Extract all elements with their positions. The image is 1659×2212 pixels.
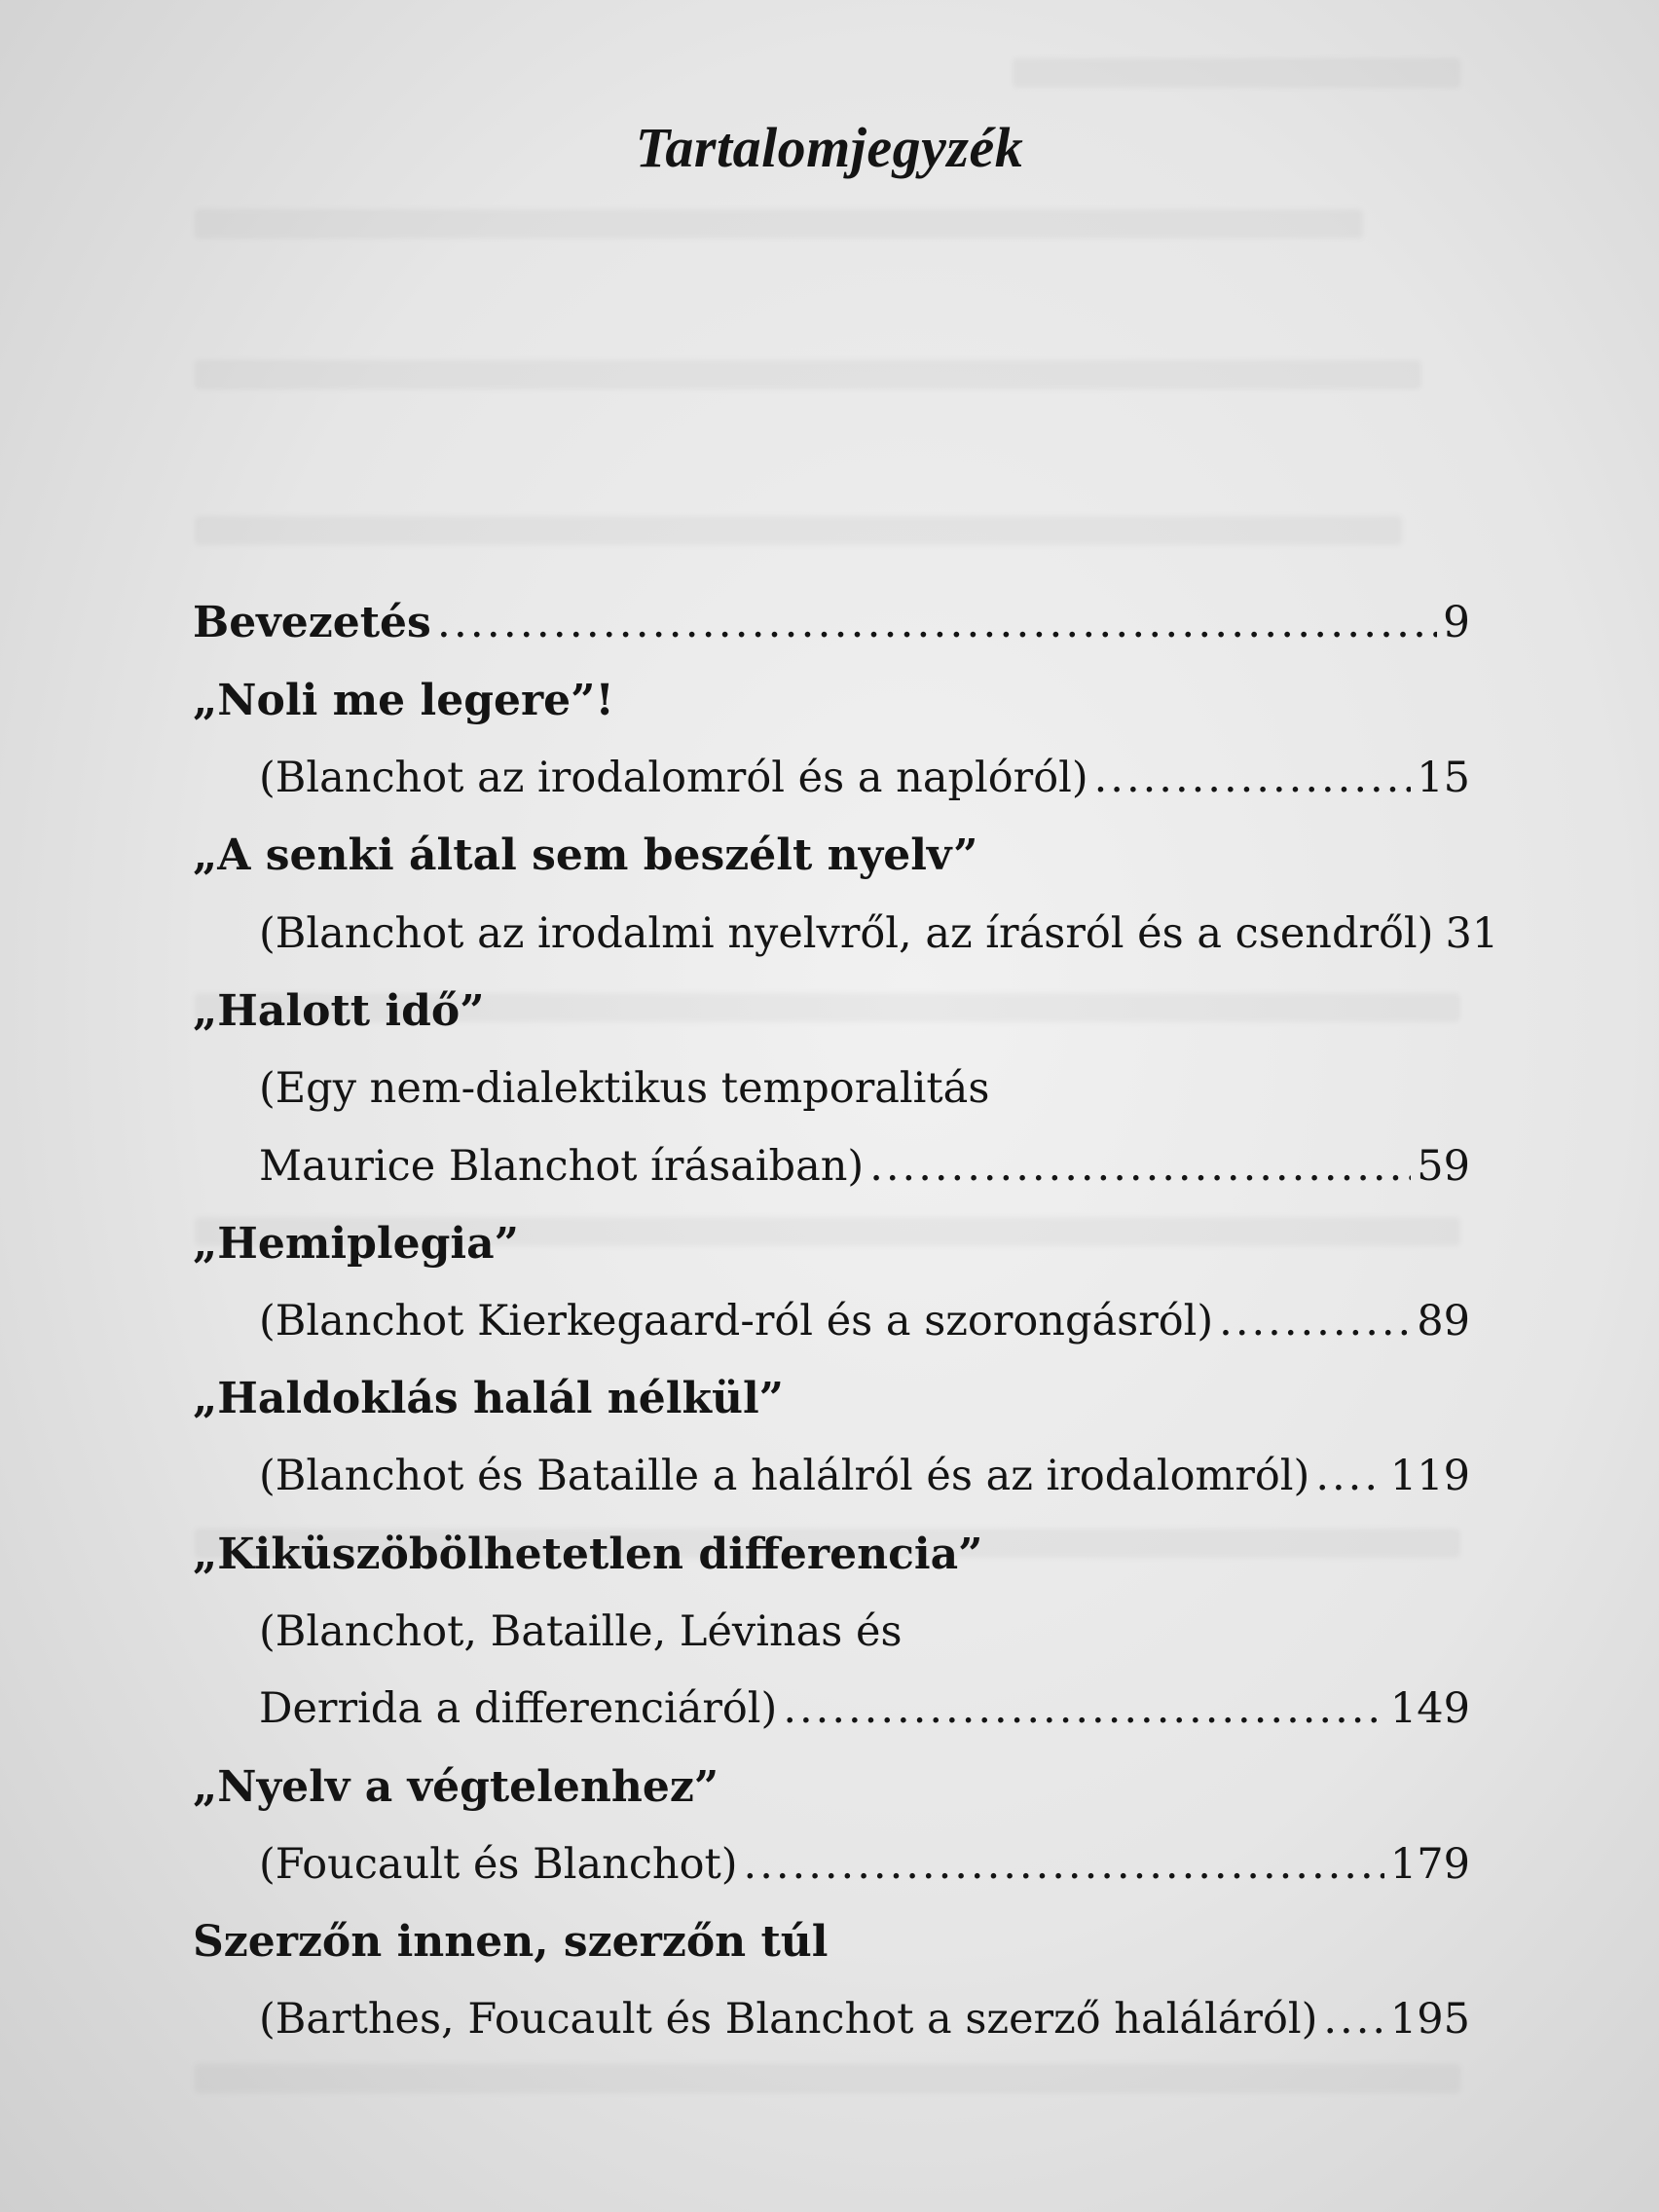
toc-chapter-entry — [193, 972, 1470, 1050]
toc-page-number: 149 — [1389, 1684, 1470, 1734]
toc-entry-text: Bevezetés — [193, 598, 431, 648]
toc-page-number: 31 — [1445, 908, 1499, 958]
toc-page-number: 15 — [1417, 754, 1470, 803]
bleed-through-shadow — [195, 2064, 1460, 2093]
toc-entry-text: „Kiküszöbölhetetlen differencia” — [193, 1529, 983, 1579]
toc-page-number: 89 — [1417, 1297, 1470, 1346]
toc-entry-text: (Blanchot az irodalmi nyelvről, az írásról és a csendről) — [259, 908, 1434, 958]
table-of-contents — [193, 584, 1499, 2058]
toc-entry-text: Maurice Blanchot írásaiban) — [259, 1141, 865, 1191]
toc-page-number: 9 — [1443, 598, 1470, 648]
toc-entry-text: „Hemiplegia” — [193, 1218, 519, 1269]
toc-entry-text: Derrida a differenciáról) — [259, 1684, 778, 1734]
leader-dots — [437, 598, 1437, 647]
leader-dots — [869, 1142, 1411, 1191]
leader-dots — [1315, 1452, 1384, 1500]
leader-dots — [1094, 754, 1412, 802]
toc-sub-entry — [193, 1438, 1470, 1516]
toc-sub-entry — [193, 1825, 1470, 1903]
toc-page-number: 195 — [1389, 1995, 1470, 2045]
toc-sub-entry — [193, 1282, 1470, 1360]
toc-chapter-entry — [193, 1205, 1470, 1283]
bleed-through-shadow — [195, 516, 1402, 545]
toc-entry-text: (Blanchot az irodalomról és a naplóról) — [259, 754, 1088, 803]
toc-entry-text: (Blanchot és Bataille a halálról és az irodalomról) — [259, 1452, 1310, 1501]
toc-chapter-entry — [193, 584, 1470, 662]
leader-dots — [783, 1684, 1384, 1733]
toc-chapter-entry — [193, 1515, 1470, 1593]
toc-entry-text: Szerzőn innen, szerzőn túl — [193, 1917, 829, 1968]
bleed-through-shadow — [195, 360, 1421, 389]
toc-page-number: 179 — [1389, 1839, 1470, 1889]
toc-entry-text: „A senki által sem beszélt nyelv” — [193, 830, 978, 881]
toc-chapter-entry — [193, 1748, 1470, 1825]
toc-entry-text: „Nyelv a végtelenhez” — [193, 1761, 719, 1812]
toc-sub-entry — [193, 1980, 1470, 2058]
toc-entry-text: (Blanchot Kierkegaard-ról és a szorongásról) — [259, 1297, 1214, 1346]
toc-entry-text: „Noli me legere”! — [193, 676, 614, 726]
toc-sub-entry — [193, 1127, 1470, 1205]
bleed-through-shadow — [1013, 58, 1460, 88]
toc-sub-entry — [193, 895, 1499, 973]
toc-entry-text: „Halott idő” — [193, 985, 485, 1036]
bleed-through-shadow — [195, 209, 1363, 239]
toc-entry-text: (Foucault és Blanchot) — [259, 1839, 738, 1889]
toc-page-number: 119 — [1389, 1452, 1470, 1501]
toc-sub-entry — [193, 1671, 1470, 1749]
leader-dots — [1323, 1995, 1384, 2044]
toc-page-number: 59 — [1417, 1141, 1470, 1191]
page-title: Tartalomjegyzék — [635, 116, 1024, 179]
leader-dots — [744, 1840, 1384, 1889]
toc-sub-entry — [193, 1050, 1470, 1127]
toc-chapter-entry — [193, 1360, 1470, 1438]
leader-dots — [1219, 1297, 1411, 1346]
toc-sub-entry — [193, 739, 1470, 817]
toc-chapter-entry — [193, 662, 1470, 740]
toc-entry-text: (Barthes, Foucault és Blanchot a szerző haláláról) — [259, 1995, 1318, 2045]
toc-entry-text: (Egy nem-dialektikus temporalitás — [259, 1063, 990, 1113]
toc-sub-entry — [193, 1593, 1470, 1671]
toc-chapter-entry — [193, 817, 1470, 895]
toc-chapter-entry — [193, 1903, 1470, 1981]
toc-entry-text: „Haldoklás halál nélkül” — [193, 1374, 784, 1424]
toc-entry-text: (Blanchot, Bataille, Lévinas és — [259, 1606, 903, 1656]
